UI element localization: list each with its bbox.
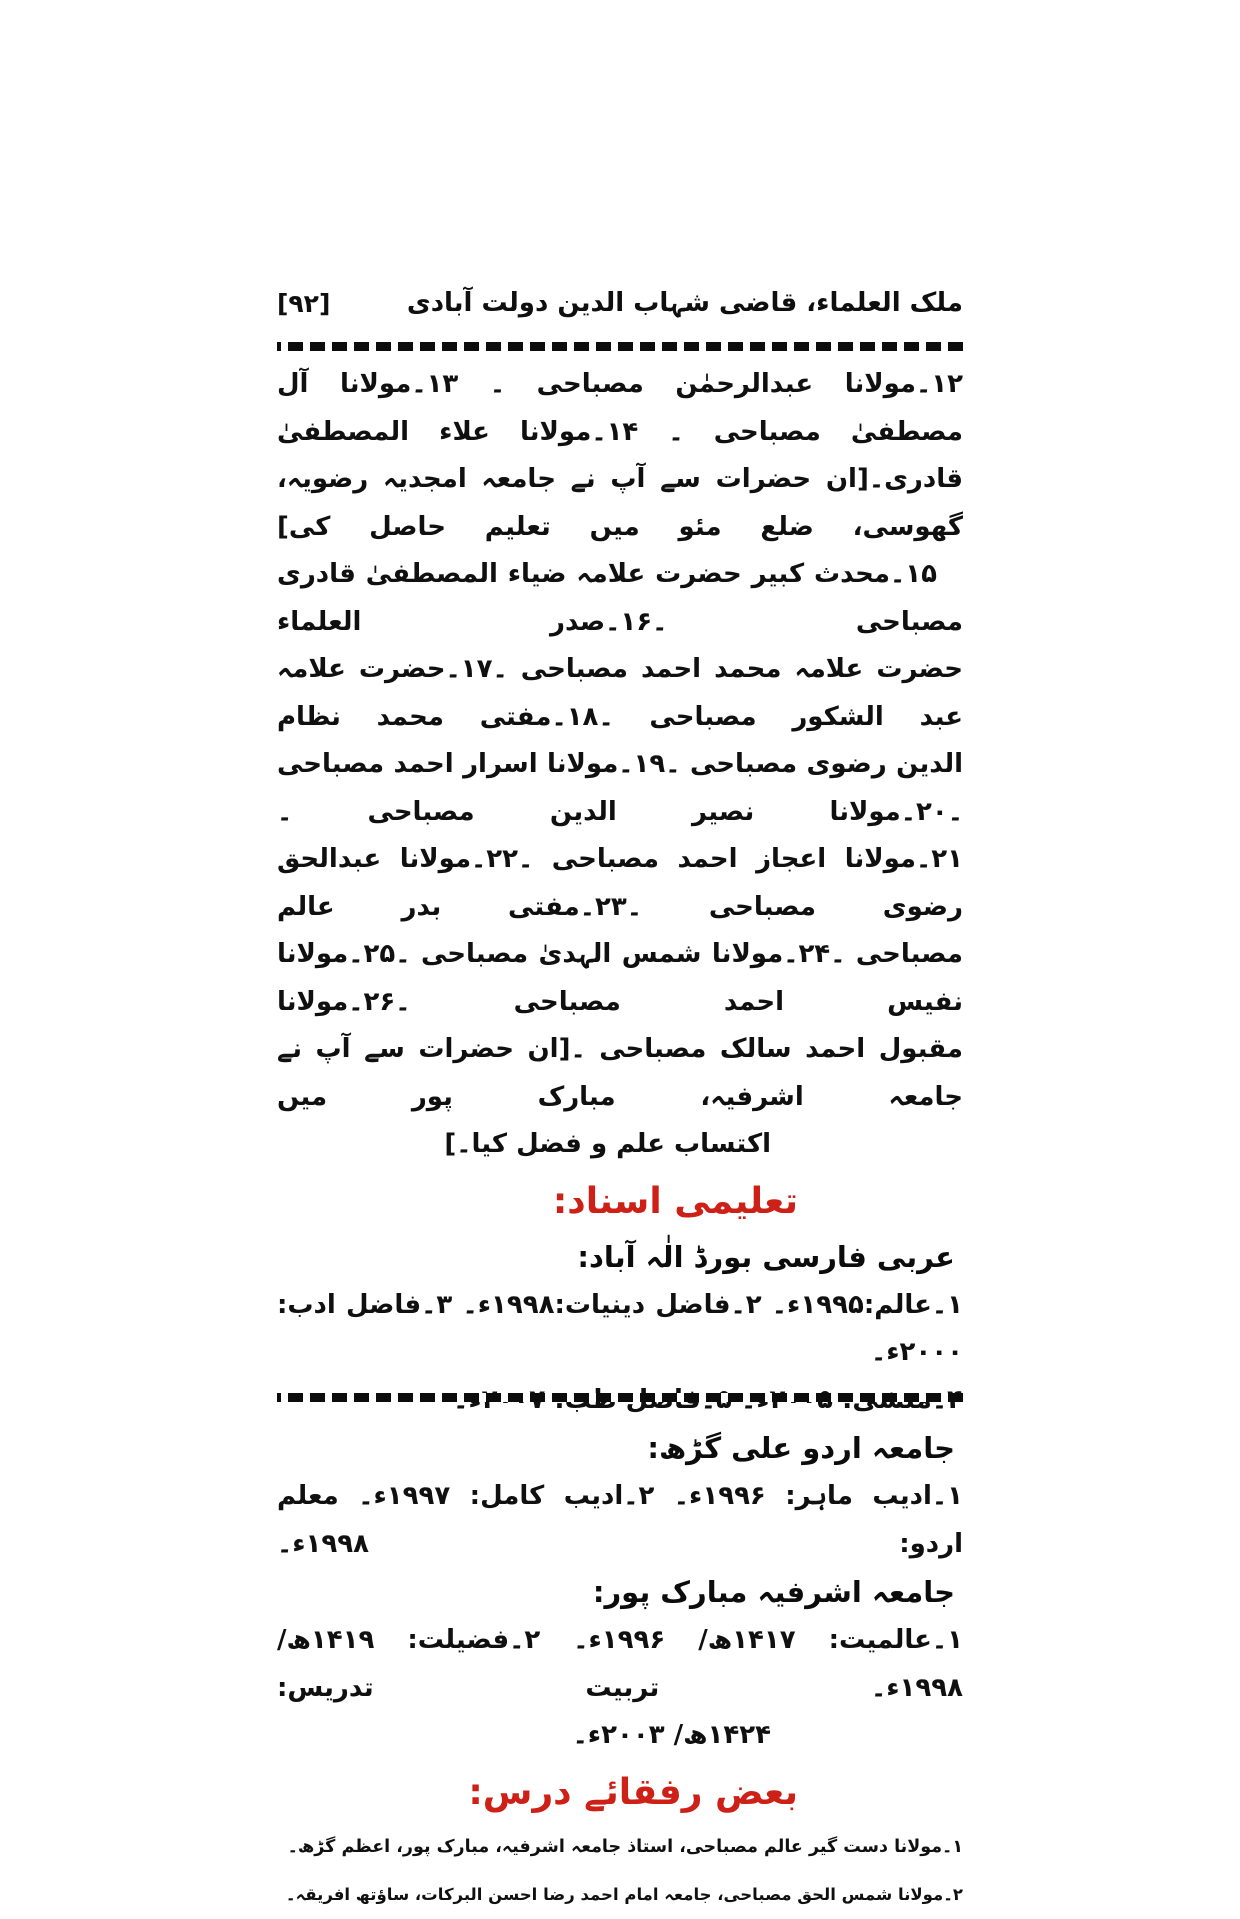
text-line: ۲۱۔مولانا اعجاز احمد مصباحی ۔۲۲۔مولانا عبدالحق رضوی مصباحی ۔۲۳۔مفتی بدر عالم — [277, 844, 963, 922]
section-heading: تعلیمی اسناد: — [552, 1180, 798, 1222]
section-heading: بعض رفقائے درس: — [468, 1771, 798, 1813]
page-header — [277, 266, 963, 318]
text-line: ۱۔عالم:۱۹۹۵ء۔ ۲۔فاضل دینیات:۱۹۹۸ء۔ ۳۔فاضل ادب: ۲۰۰۰ء۔ — [277, 1289, 964, 1367]
text-line: ۱۔ادیب ماہر: ۱۹۹۶ء۔ ۲۔ادیب کامل: ۱۹۹۷ء۔ معلم اردو: ۱۹۹۸ء۔ — [277, 1481, 964, 1559]
running-title: ملک العلماء، قاضی شہاب الدین دولت آبادی — [406, 288, 963, 318]
text-line: قادری۔[ان حضرات سے آپ نے جامعہ امجدیہ رضویہ، گھوسی، ضلع مئو میں تعلیم حاصل کی] — [277, 464, 963, 542]
text-line: ۱۵۔محدث کبیر حضرت علامہ ضیاء المصطفیٰ قادری مصباحی ۔۱۶۔صدر العلماء — [277, 559, 963, 637]
page-content-column — [277, 266, 963, 1919]
page-number: [۹۲] — [277, 289, 331, 318]
text-line: ۲۔مولانا شمس الحق مصباحی، جامعہ امام احمد رضا احسن البرکات، ساؤتھ افریقہ۔ — [285, 1885, 963, 1904]
body-blocks — [277, 361, 963, 1919]
text-line: اکتساب علم و فضل کیا۔] — [444, 1129, 771, 1159]
text-line: ۱۲۔مولانا عبدالرحمٰن مصباحی ۔ ۱۳۔مولانا آل مصطفیٰ مصباحی ۔ ۱۴۔مولانا علاء المصطفیٰ — [277, 369, 964, 447]
text-line: ۱۔مولانا دست گیر عالم مصباحی، استاذ جامعہ اشرفیہ، مبارک پور، اعظم گڑھ۔ — [287, 1836, 963, 1857]
bottom-dashed-separator — [277, 1393, 963, 1402]
text-line: ۱۴۲۴ھ/ ۲۰۰۳ء۔ — [572, 1720, 771, 1750]
sub-heading: جامعہ اردو علی گڑھ: — [647, 1431, 955, 1465]
text-line: مصباحی ۔۲۴۔مولانا شمس الہدیٰ مصباحی ۔۲۵۔مولانا نفیس احمد مصباحی ۔۲۶۔مولانا — [277, 939, 963, 1017]
text-line: الدین رضوی مصباحی ۔۱۹۔مولانا اسرار احمد مصباحی ۔۲۰۔مولانا نصیر الدین مصباحی ۔ — [277, 749, 963, 827]
text-line: حضرت علامہ محمد احمد مصباحی ۔۱۷۔حضرت علامہ عبد الشکور مصباحی ۔۱۸۔مفتی محمد نظام — [277, 654, 963, 732]
text-line: مقبول احمد سالک مصباحی ۔[ان حضرات سے آپ نے جامعہ اشرفیہ، مبارک پور میں — [277, 1034, 963, 1112]
text-line: ۱۔عالمیت: ۱۴۱۷ھ/ ۱۹۹۶ء۔ ۲۔فضیلت: ۱۴۱۹ھ/ ۱۹۹۸ء۔ تربیت تدریس: — [277, 1625, 963, 1703]
sub-heading: جامعہ اشرفیہ مبارک پور: — [592, 1575, 955, 1609]
sub-heading: عربی فارسی بورڈ الٰہ آباد: — [577, 1239, 955, 1274]
top-dashed-separator — [277, 342, 963, 351]
